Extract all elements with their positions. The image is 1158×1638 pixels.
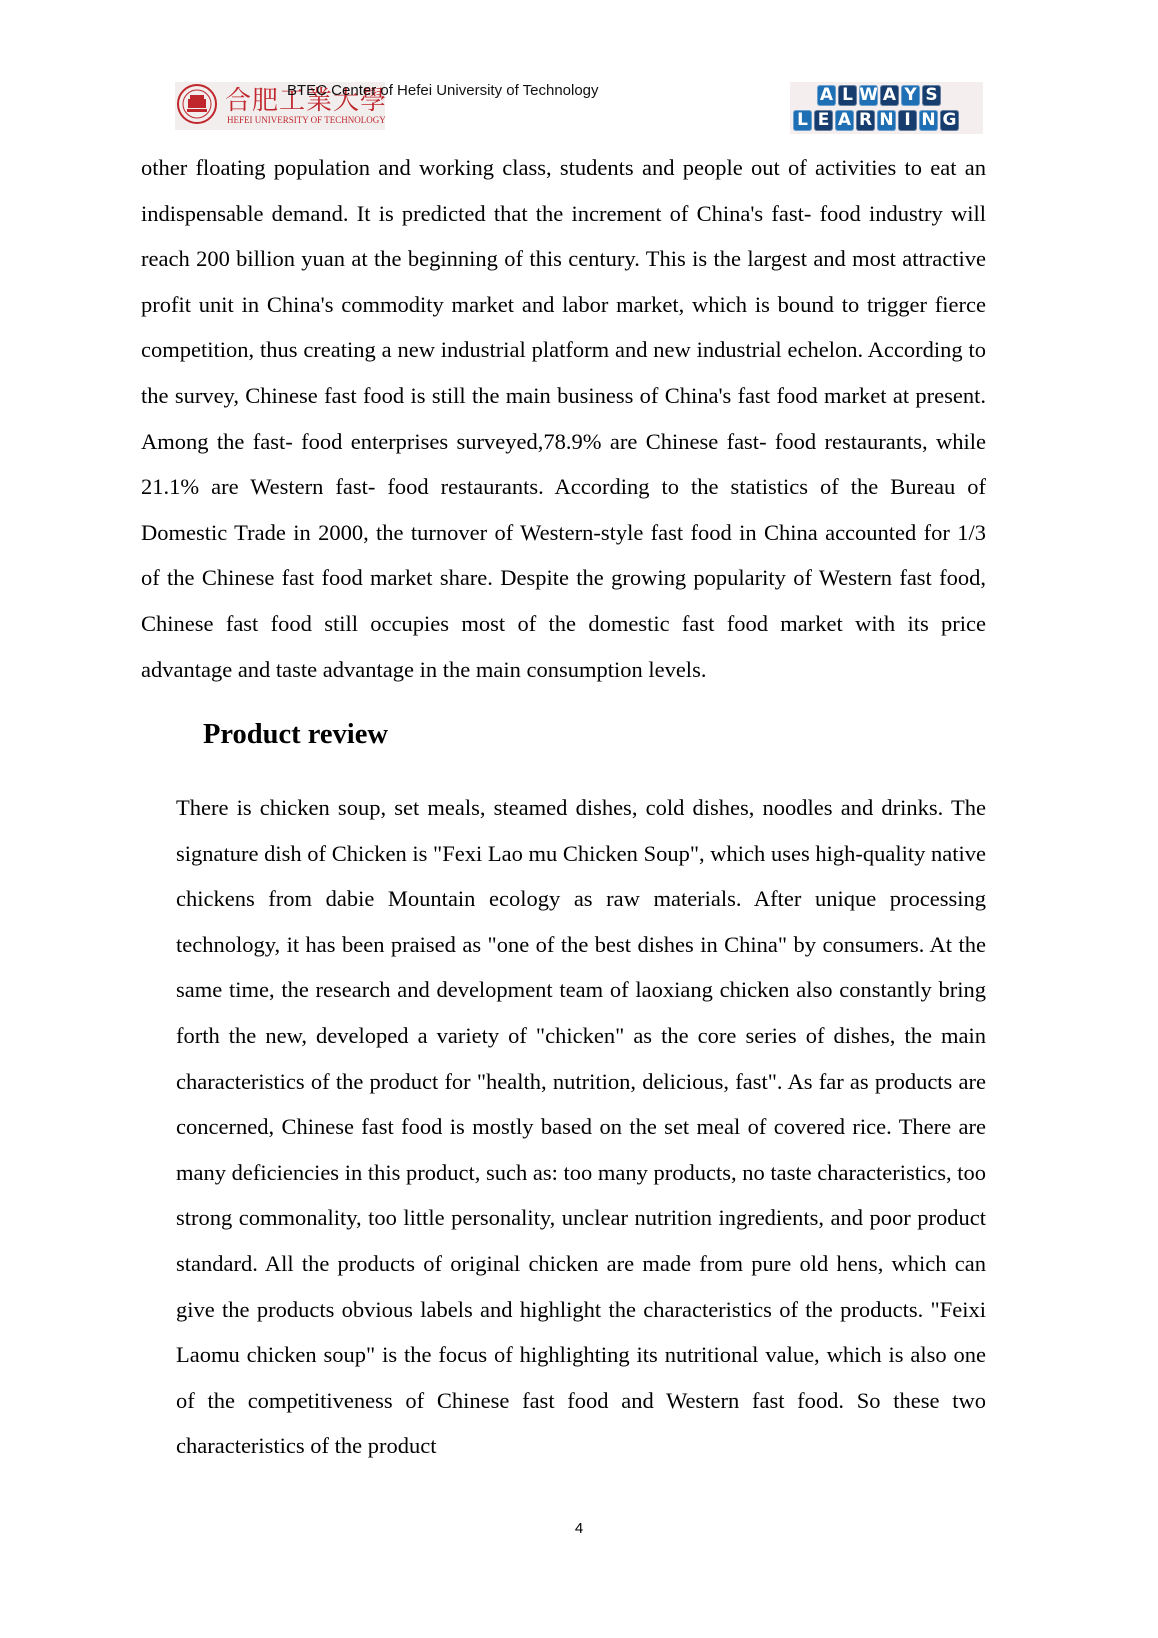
- logo-letter-tile: S: [922, 85, 941, 106]
- body-paragraph-product-review: There is chicken soup, set meals, steamed dishes, cold dishes, noodles and drinks. The signature dish of Chicken is "Fexi Lao mu Chicken Soup", which uses high-quality native chickens from dabie Mountain ecology as raw materials. After unique processing technology, it has been praised as "one of the best dishes in China" by consumers. At the same time, the research and development team of laoxiang chicken also constantly bring forth the new, developed a variety of "chicken" as the core series of dishes, the main characteristics of the product for "health, nutrition, delicious, fast". As far as products are concerned, Chinese fast food is mostly based on the set meal of covered rice. There are many deficiencies in this product, such as: too many products, no taste characteristics, too strong commonality, too little personality, unclear nutrition ingredients, and poor product standard. All the products of original chicken are made from pure old hens, which can give the products obvious labels and highlight the characteristics of the products. "Feixi Laomu chicken soup" is the focus of highlighting its nutritional value, which is also one of the competitiveness of Chinese fast food and Western fast food. So these two characteristics of the product: [176, 795, 986, 1459]
- page-header: [175, 82, 983, 134]
- logo-letter-tile: R: [856, 110, 875, 131]
- university-chinese-name: 合肥工業大學: [225, 86, 388, 116]
- logo-letter-tile: I: [898, 110, 917, 131]
- header-title: BTEC Center of Hefei University of Technology: [287, 82, 599, 99]
- logo-letter-tile: E: [814, 110, 833, 131]
- logo-letter-tile: N: [919, 110, 938, 131]
- body-paragraph-market-overview: other floating population and working class, students and people out of activities to eat an indispensable demand. It is predicted that the increment of China's fast- food industry will reach 200 billion yuan at the beginning of this century. This is the largest and most attractive profit unit in China's commodity market and labor market, which is bound to trigger fierce competition, thus creating a new industrial platform and new industrial echelon. According to the survey, Chinese fast food is still the main business of China's fast food market at present. Among the fast- food enterprises surveyed,78.9% are Chinese fast- food restaurants, while 21.1% are Western fast- food restaurants. According to the statistics of the Bureau of Domestic Trade in 2000, the turnover of Western-style fast food in China accounted for 1/3 of the Chinese fast food market share. Despite the growing popularity of Western fast food, Chinese fast food still occupies most of the domestic fast food market with its price advantage and taste advantage in the main consumption levels.: [141, 155, 986, 682]
- page-number: 4: [574, 1520, 584, 1537]
- logo-row-always: [817, 85, 941, 106]
- logo-letter-tile: L: [793, 110, 812, 131]
- logo-letter-tile: W: [859, 85, 878, 105]
- logo-letter-tile: A: [835, 110, 854, 131]
- section-heading-product-review: Product review: [203, 719, 388, 750]
- university-english-name: HEFEI UNIVERSITY OF TECHNOLOGY: [227, 115, 386, 125]
- logo-letter-tile: Y: [901, 85, 920, 106]
- logo-letter-tile: L: [838, 85, 857, 106]
- logo-row-learning: [793, 110, 959, 131]
- logo-letter-tile: A: [880, 85, 899, 106]
- logo-letter-tile: N: [877, 110, 896, 131]
- always-learning-logo: [790, 82, 983, 134]
- logo-letter-tile: G: [940, 110, 959, 131]
- logo-letter-tile: A: [817, 85, 836, 106]
